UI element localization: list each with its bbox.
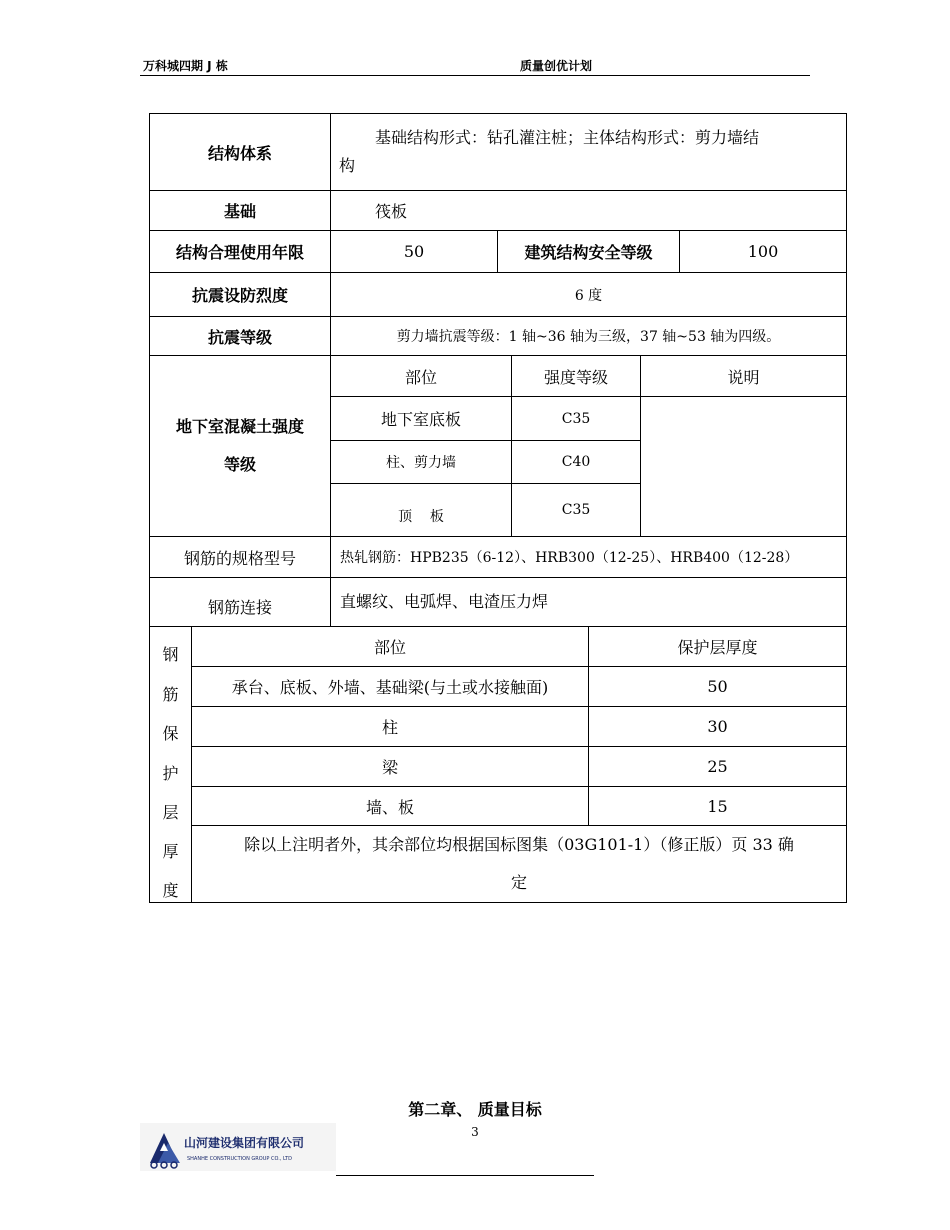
safety-grade-label: 建筑结构安全等级 — [524, 243, 653, 262]
chapter-title: 第二章、 质量目标 — [408, 1100, 542, 1119]
rebar-connection-value: 直螺纹、电弧焊、电渣压力焊 — [340, 591, 549, 611]
safety-grade-value: 100 — [747, 242, 779, 261]
structure-system-value: 基础结构形式：钻孔灌注桩；主体结构形式：剪力墙结 — [375, 128, 760, 147]
cover-label-char: 筋 — [162, 685, 179, 704]
header-rule — [140, 75, 810, 76]
seismic-grade-label: 抗震等级 — [207, 327, 272, 347]
concrete-strength-label — [150, 356, 330, 536]
logo-company-english: SHANHE CONSTRUCTION GROUP CO., LTD — [187, 1156, 292, 1162]
footer-rule — [336, 1175, 594, 1176]
cover-row-part: 梁 — [381, 758, 398, 777]
concrete-header-note: 说明 — [727, 367, 760, 387]
concrete-header-part: 部位 — [404, 367, 437, 387]
cover-row-value: 50 — [707, 677, 728, 696]
concrete-row-grade: C40 — [561, 454, 591, 470]
cover-note-cont: 定 — [510, 873, 527, 892]
service-life-value: 50 — [403, 242, 425, 261]
structure-system-value-cont: 构 — [339, 156, 356, 175]
cover-label-char: 度 — [162, 881, 179, 900]
concrete-row-part: 顶 板 — [398, 509, 444, 525]
cover-header-thickness: 保护层厚度 — [677, 638, 758, 657]
foundation-value: 筏板 — [375, 202, 408, 221]
logo-company-name: 山河建设集团有限公司 — [184, 1136, 305, 1150]
concrete-row-part: 柱、剪力墙 — [386, 455, 456, 471]
cover-label-char: 保 — [162, 724, 179, 743]
cover-row-value: 30 — [707, 717, 728, 736]
seismic-grade-value: 剪力墙抗震等级：1 轴~36 轴为三级，37 轴~53 轴为四级。 — [396, 329, 781, 345]
cover-row-value: 15 — [707, 796, 728, 816]
header-project-name: 万科城四期 J 栋 — [143, 59, 228, 73]
cover-header-part: 部位 — [373, 638, 406, 657]
concrete-header-grade: 强度等级 — [543, 367, 608, 387]
service-life-label: 结构合理使用年限 — [175, 243, 304, 262]
concrete-strength-label-line1: 地下室混凝土强度 — [175, 417, 304, 436]
seismic-intensity-value: 6 度 — [574, 287, 603, 304]
concrete-row-grade: C35 — [561, 502, 591, 518]
cover-note: 除以上注明者外，其余部位均根据国标图集（03G101-1）（修正版）页 33 确 — [244, 835, 794, 854]
cover-label-char: 厚 — [162, 842, 179, 861]
cover-label-char: 钢 — [162, 645, 179, 664]
rebar-connection-label: 钢筋连接 — [207, 597, 272, 617]
cover-label-char: 护 — [162, 764, 179, 783]
cover-row-value: 25 — [707, 757, 728, 776]
concrete-row-part: 地下室底板 — [380, 410, 461, 429]
cover-row-part: 墙、板 — [365, 797, 414, 817]
seismic-intensity-label: 抗震设防烈度 — [191, 286, 288, 305]
structure-system-label: 结构体系 — [207, 143, 272, 163]
rebar-spec-label: 钢筋的规格型号 — [183, 548, 296, 568]
header-document-title: 质量创优计划 — [520, 59, 593, 73]
cover-label-char: 层 — [162, 803, 179, 822]
company-logo — [140, 1123, 336, 1171]
logo-mountain-icon — [144, 1123, 188, 1171]
cover-row-part: 柱 — [381, 718, 398, 737]
rebar-spec-value: 热轧钢筋：HPB235（6-12）、HRB300（12-25）、HRB400（12-28） — [340, 550, 799, 566]
cover-row-part: 承台、底板、外墙、基础梁(与土或水接触面) — [231, 678, 549, 697]
page-number: 3 — [471, 1125, 479, 1139]
foundation-label: 基础 — [223, 202, 256, 221]
concrete-strength-label-line2: 等级 — [223, 455, 256, 474]
concrete-row-grade: C35 — [561, 410, 591, 427]
